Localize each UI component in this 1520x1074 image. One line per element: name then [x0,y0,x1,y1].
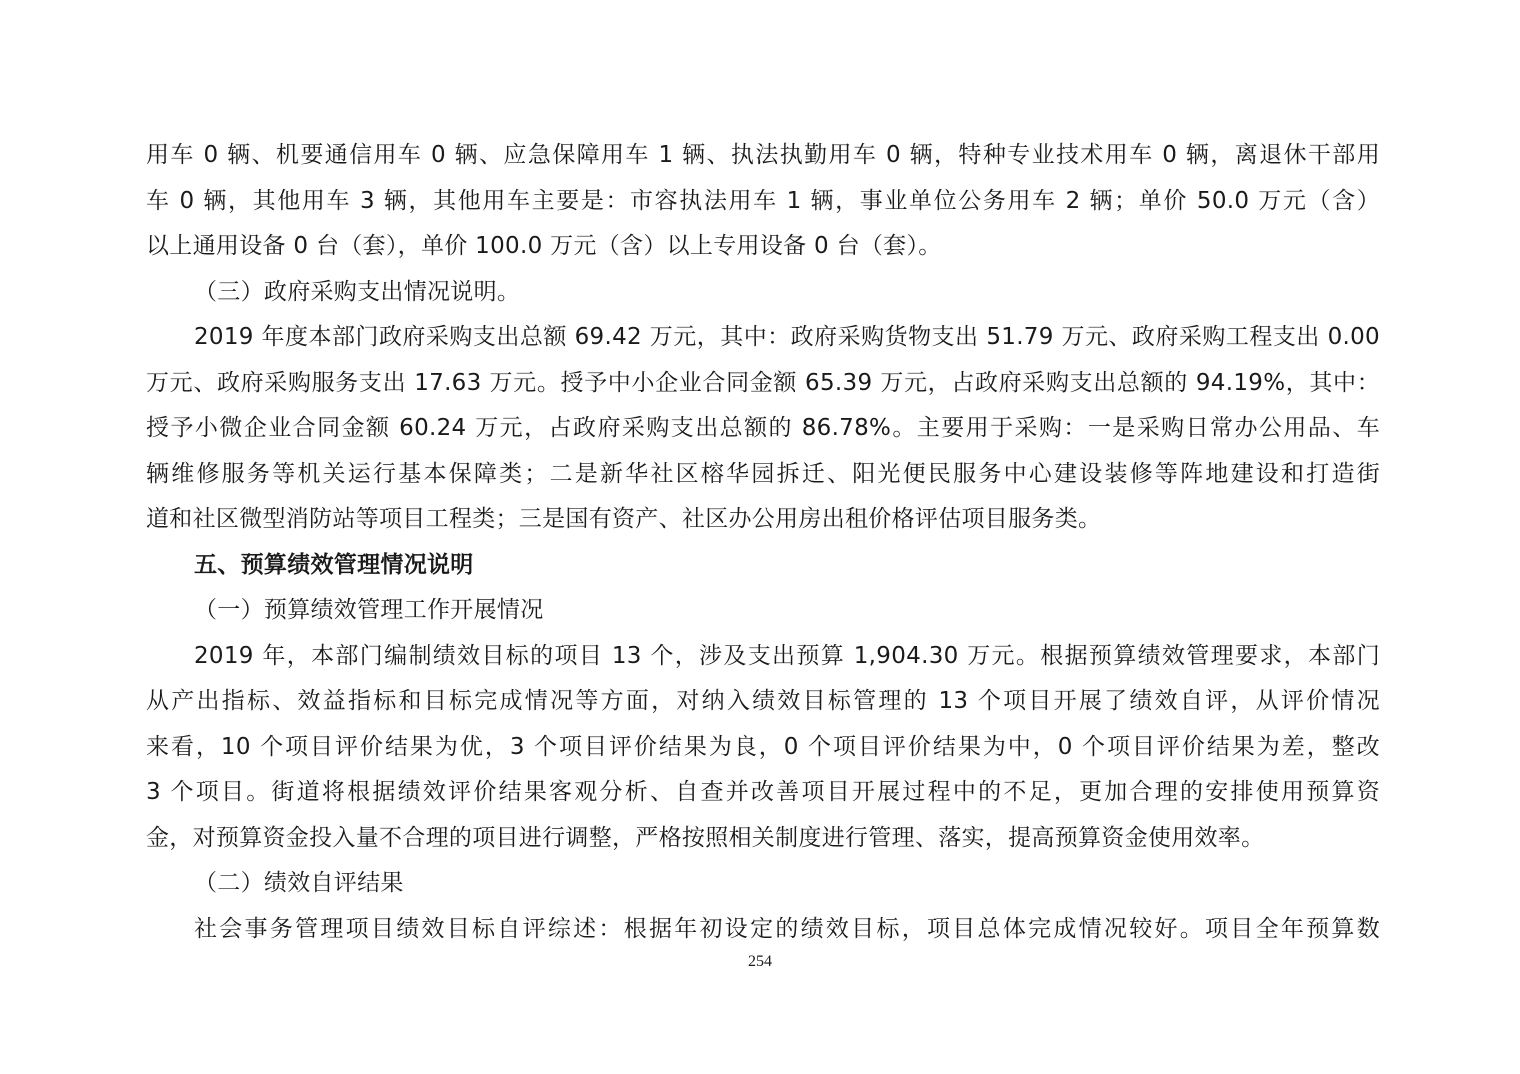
text-line: （一）预算绩效管理工作开展情况 [194,597,544,623]
text-line: （三）政府采购支出情况说明。 [194,278,521,305]
text-line: 车 0 辆，其他用车 3 辆，其他用车主要是：市容执法用车 1 辆，事业单位公务用车 2 辆；单价 50.0 万元（含） [146,187,1380,214]
text-line: 社会事务管理项目绩效目标自评综述：根据年初设定的绩效目标，项目总体完成情况较好。项目全年预算数 [194,915,1380,942]
text-line: 以上通用设备 0 台（套），单价 100.0 万元（含）以上专用设备 0 台（套）。 [146,233,942,259]
text-line: 2019 年，本部门编制绩效目标的项目 13 个，涉及支出预算 1,904.30 万元。根据预算绩效管理要求，本部门 [194,642,1380,669]
text-line: 道和社区微型消防站等项目工程类；三是国有资产、社区办公用房出租价格评估项目服务类。 [146,506,1102,532]
text-line: 万元、政府采购服务支出 17.63 万元。授予中小企业合同金额 65.39 万元，占政府采购支出总额的 94.19%，其中： [146,369,1380,396]
section-heading: 五、预算绩效管理情况说明 [194,551,474,578]
text-line: 3 个项目。街道将根据绩效评价结果客观分析、自查并改善项目开展过程中的不足，更加合理的安排使用预算资 [146,779,1380,805]
text-line: 从产出指标、效益指标和目标完成情况等方面，对纳入绩效目标管理的 13 个项目开展了绩效自评，从评价情况 [146,688,1380,714]
text-line: 授予小微企业合同金额 60.24 万元，占政府采购支出总额的 86.78%。主要用于采购：一是采购日常办公用品、车 [146,415,1380,441]
text-line: 2019 年度本部门政府采购支出总额 69.42 万元，其中：政府采购货物支出 51.79 万元、政府采购工程支出 0.00 [194,324,1380,350]
text-line: 用车 0 辆、机要通信用车 0 辆、应急保障用车 1 辆、执法执勤用车 0 辆，特种专业技术用车 0 辆，离退休干部用 [146,142,1380,168]
text-line: 金，对预算资金投入量不合理的项目进行调整，严格按照相关制度进行管理、落实，提高预算资金使用效率。 [146,824,1265,851]
text-line: （二）绩效自评结果 [194,870,404,896]
text-line: 辆维修服务等机关运行基本保障类；二是新华社区榕华园拆迁、阳光便民服务中心建设装修等阵地建设和打造街 [146,460,1380,487]
page-number: 254 [748,953,772,970]
body-text [146,133,1380,952]
text-line: 来看，10 个项目评价结果为优，3 个项目评价结果为良，0 个项目评价结果为中，0 个项目评价结果为差，整改 [146,733,1380,760]
